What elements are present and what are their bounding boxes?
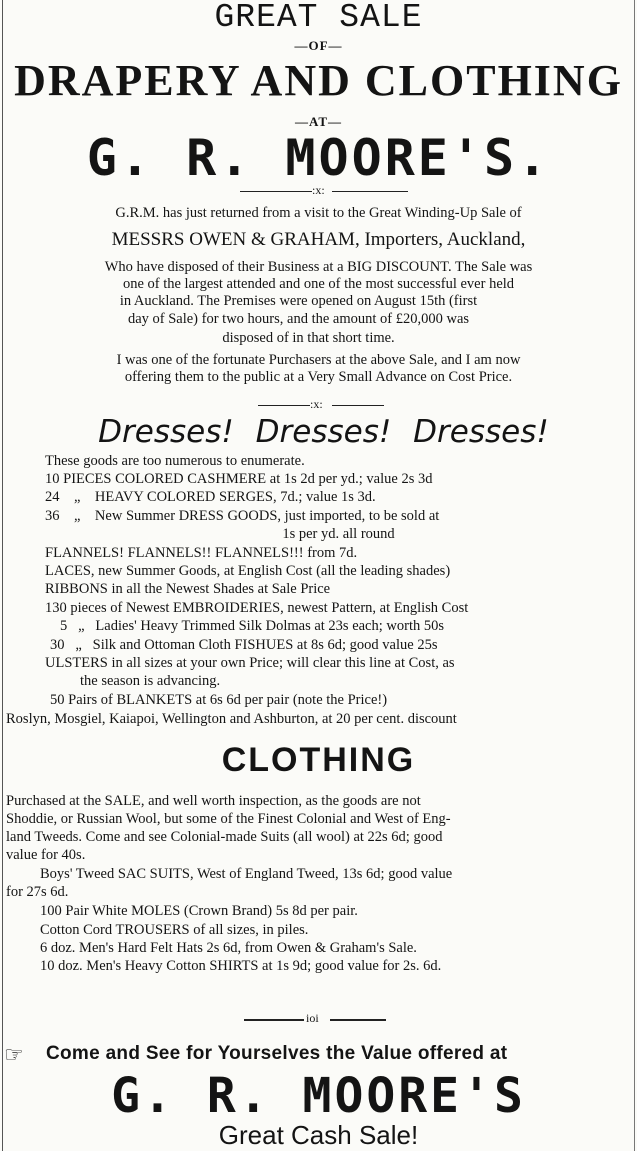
intro-line-6: day of Sale) for two hours, and the amount of £20,000 was xyxy=(127,311,470,327)
dresses-line: 50 Pairs of BLANKETS at 6s 6d per pair (note the Price!) xyxy=(50,692,388,708)
at-label: —AT— xyxy=(294,114,343,129)
dresses-line: FLANNELS! FLANNELS!! FLANNELS!!! from 7d. xyxy=(45,545,358,561)
dresses-line: These goods are too numerous to enumerate. xyxy=(45,453,305,469)
intro-line-2: MESSRS OWEN & GRAHAM, Importers, Auckland, xyxy=(111,229,526,250)
clothing-line: land Tweeds. Come and see Colonial-made Suits (all wool) at 22s 6d; good xyxy=(6,829,443,845)
separator-ornament: :x: xyxy=(310,397,323,411)
cash-sale-line: Great Cash Sale! xyxy=(218,1120,419,1150)
intro-line-8: I was one of the fortunate Purchasers at the above Sale, and I am now xyxy=(116,352,521,368)
intro-line-3: Who have disposed of their Business at a BIG DISCOUNT. The Sale was xyxy=(104,259,533,275)
dresses-line: 30 „ Silk and Ottoman Cloth FISHUES at 8s 6d; good value 25s xyxy=(50,637,438,653)
come-see-line: Come and See for Yourselves the Value offered at xyxy=(46,1043,508,1064)
dresses-line: Roslyn, Mosgiel, Kaiapoi, Wellington and Ashburton, at 20 per cent. discount xyxy=(6,711,457,727)
separator-rule xyxy=(244,1019,304,1021)
dresses-line: RIBBONS in all the Newest Shades at Sale Price xyxy=(45,581,331,597)
footer-store-name: G. R. MOORE'S xyxy=(111,1068,526,1124)
separator-rule xyxy=(240,191,312,192)
dresses-line: 1s per yd. all round xyxy=(282,526,395,542)
clothing-line: 100 Pair White MOLES (Crown Brand) 5s 8d per pair. xyxy=(40,903,358,919)
separator-rule xyxy=(330,1019,386,1021)
intro-line-9: offering them to the public at a Very Small Advance on Cost Price. xyxy=(124,369,513,385)
intro-line-5: in Auckland. The Premises were opened on August 15th (first xyxy=(119,293,478,309)
dresses-heading: Dresses! Dresses! Dresses! xyxy=(98,414,549,450)
clothing-line: Cotton Cord TROUSERS of all sizes, in piles. xyxy=(40,922,309,938)
clothing-heading: CLOTHING xyxy=(221,741,416,779)
intro-line-7: disposed of in that short time. xyxy=(222,330,395,346)
clothing-line: for 27s 6d. xyxy=(6,884,69,900)
great-sale-heading: GREAT SALE xyxy=(214,0,423,36)
intro-line-1: G.R.M. has just returned from a visit to the Great Winding-Up Sale of xyxy=(115,205,522,221)
dresses-line: LACES, new Summer Goods, at English Cost (all the leading shades) xyxy=(45,563,451,579)
dresses-line: the season is advancing. xyxy=(80,673,221,689)
clothing-line: Boys' Tweed SAC SUITS, West of England Tweed, 13s 6d; good value xyxy=(40,866,453,882)
dresses-line: 130 pieces of Newest EMBROIDERIES, newest Pattern, at English Cost xyxy=(45,600,469,616)
dresses-line: 5 „ Ladies' Heavy Trimmed Silk Dolmas at 23s each; worth 50s xyxy=(60,618,444,634)
separator-rule xyxy=(332,191,408,192)
clothing-line: Purchased at the SALE, and well worth inspection, as the goods are not xyxy=(6,793,421,809)
clothing-line: 10 doz. Men's Heavy Cotton SHIRTS at 1s 9d; good value for 2s. 6d. xyxy=(40,958,442,974)
separator-ornament: :x: xyxy=(312,183,325,197)
separator-rule xyxy=(258,405,310,406)
separator-rule xyxy=(332,405,384,406)
clothing-line: 6 doz. Men's Hard Felt Hats 2s 6d, from Owen & Graham's Sale. xyxy=(40,940,417,956)
intro-line-4: one of the largest attended and one of the most successful ever held xyxy=(122,276,515,292)
pointing-hand-icon: ☞ xyxy=(4,1042,24,1067)
store-name-heading: G. R. MOORE'S. xyxy=(86,129,551,187)
clothing-line: Shoddie, or Russian Wool, but some of the Finest Colonial and West of Eng- xyxy=(6,811,451,827)
dresses-line: ULSTERS in all sizes at your own Price; will clear this line at Cost, as xyxy=(45,655,455,671)
drapery-clothing-heading: DRAPERY AND CLOTHING xyxy=(14,56,623,105)
of-label: —OF— xyxy=(294,38,343,53)
dresses-line: 10 PIECES COLORED CASHMERE at 1s 2d per yd.; value 2s 3d xyxy=(45,471,433,487)
clothing-line: value for 40s. xyxy=(6,847,86,863)
dresses-line: 36 „ New Summer DRESS GOODS, just imported, to be sold at xyxy=(45,508,440,524)
separator-ornament: ioi xyxy=(306,1011,319,1025)
dresses-line: 24 „ HEAVY COLORED SERGES, 7d.; value 1s 3d. xyxy=(45,489,376,505)
